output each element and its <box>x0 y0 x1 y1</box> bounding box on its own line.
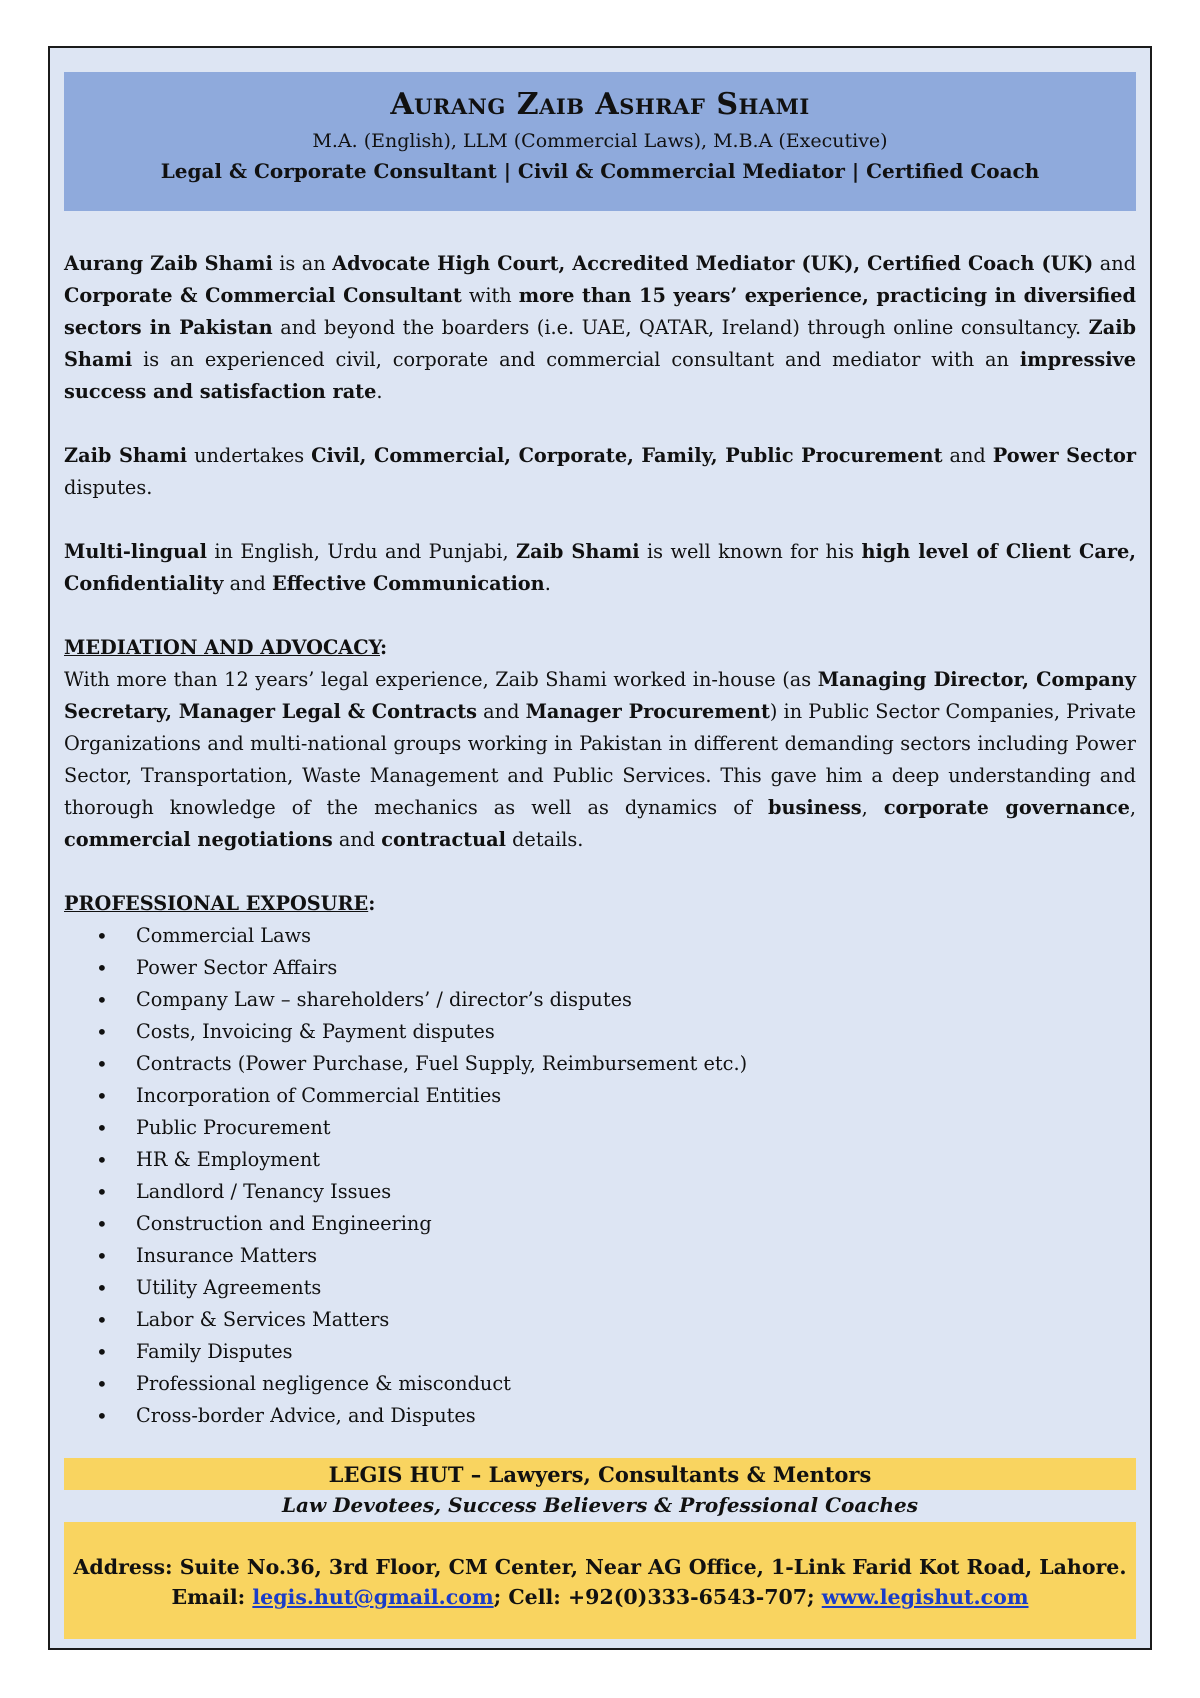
list-item: • Public Procurement <box>64 1112 1136 1144</box>
contact-box <box>64 1522 1136 1639</box>
firm-tagline: Law Devotees, Success Believers & Professional Coaches <box>281 1493 918 1517</box>
list-item: • Professional negligence & misconduct <box>64 1368 1136 1400</box>
list-item: • Family Disputes <box>64 1336 1136 1368</box>
degrees-line: M.A. (English), LLM (Commercial Laws), M.B.A (Executive) <box>312 130 888 152</box>
list-item: • Incorporation of Commercial Entities <box>64 1080 1136 1112</box>
mediation-paragraph: With more than 12 years’ legal experience, Zaib Shami worked in-house (as Managing Director, Company Secretary, Manager Legal & Contracts and Manager Procurement) in Public Sector Companies, Private Organizations and multi-national groups working in Pakistan in different demanding sectors including Power Sector, Transportation, Waste Management and Public Services. This gave him a deep understanding and thorough knowledge of the mechanics as well as dynamics of business, corporate governance, commercial negotiations and contractual details. <box>64 668 1137 851</box>
list-item: • Contracts (Power Purchase, Fuel Supply, Reimbursement etc.) <box>64 1048 1136 1080</box>
list-item: • Insurance Matters <box>64 1240 1136 1272</box>
intro-paragraph-2: Zaib Shami undertakes Civil, Commercial, Corporate, Family, Public Procurement and Power Sector disputes. <box>64 444 1137 499</box>
list-item: • Costs, Invoicing & Payment disputes <box>64 1016 1136 1048</box>
contact-line: Email: legis.hut@gmail.com; Cell: +92(0)333-6543-707; www.legishut.com <box>171 1585 1029 1609</box>
person-name: Aurang Zaib Ashraf Shami <box>390 87 810 122</box>
email-link[interactable]: legis.hut@gmail.com <box>252 1585 494 1609</box>
website-link[interactable]: www.legishut.com <box>821 1585 1029 1609</box>
list-item: • Utility Agreements <box>64 1272 1136 1304</box>
intro-paragraph-1: Aurang Zaib Shami is an Advocate High Court, Accredited Mediator (UK), Certified Coach (UK) and Corporate & Commercial Consultant with more than 15 years’ experience, practicing in diversified sectors in Pakistan and beyond the boarders (i.e. UAE, QATAR, Ireland) through online consultancy. Zaib Shami is an experienced civil, corporate and commercial consultant and mediator with an impressive success and satisfaction rate. <box>64 252 1137 403</box>
address-line: Address: Suite No.36, 3rd Floor, CM Center, Near AG Office, 1-Link Farid Kot Road, Lahore. <box>73 1555 1127 1579</box>
list-item: • Construction and Engineering <box>64 1208 1136 1240</box>
list-item: • HR & Employment <box>64 1144 1136 1176</box>
list-item: • Cross-border Advice, and Disputes <box>64 1400 1136 1432</box>
list-item: • Landlord / Tenancy Issues <box>64 1176 1136 1208</box>
firm-banner: LEGIS HUT – Lawyers, Consultants & Mentors <box>64 1458 1136 1490</box>
resume-page <box>48 46 1152 1650</box>
exposure-heading: PROFESSIONAL EXPOSURE: <box>64 892 376 915</box>
list-item: • Commercial Laws <box>64 920 1136 952</box>
exposure-list <box>64 920 1136 1432</box>
list-item: • Labor & Services Matters <box>64 1304 1136 1336</box>
titles-line: Legal & Corporate Consultant | Civil & Commercial Mediator | Certified Coach <box>160 159 1040 183</box>
mediation-heading: MEDIATION AND ADVOCACY: <box>64 636 388 659</box>
list-item: • Power Sector Affairs <box>64 952 1136 984</box>
header-banner <box>64 72 1136 211</box>
document-body <box>64 248 1136 1432</box>
list-item: • Company Law – shareholders’ / director’s disputes <box>64 984 1136 1016</box>
intro-paragraph-3: Multi-lingual in English, Urdu and Punjabi, Zaib Shami is well known for his high level of Client Care, Confidentiality and Effective Communication. <box>64 540 1137 595</box>
